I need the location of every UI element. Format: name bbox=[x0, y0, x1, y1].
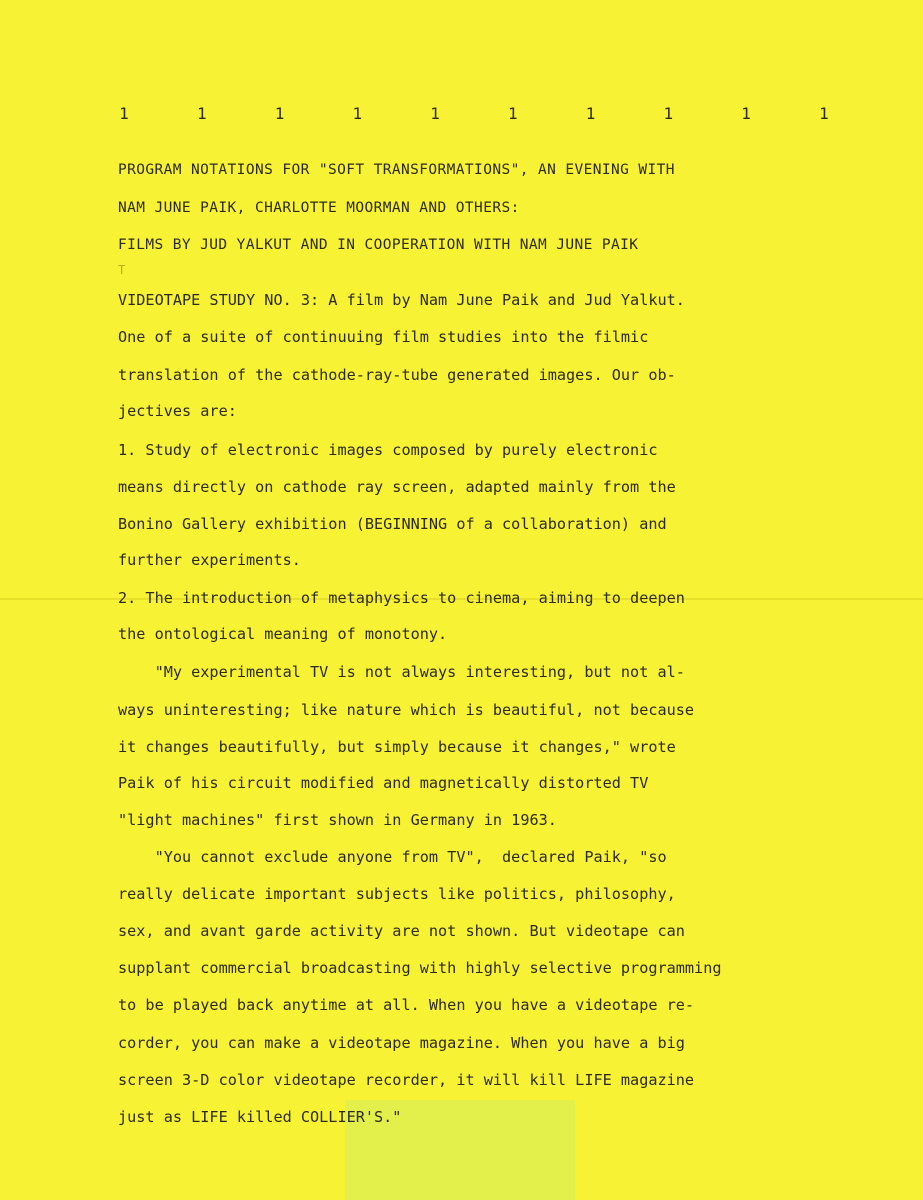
body-line: "My experimental TV is not always interesting, but not al- bbox=[118, 663, 685, 681]
header-number: 1 bbox=[352, 104, 363, 123]
body-line: One of a suite of continuuing film studies into the filmic bbox=[118, 328, 649, 346]
header-number-row bbox=[118, 104, 830, 123]
body-line: jectives are: bbox=[118, 402, 237, 420]
body-line: ways uninteresting; like nature which is beautiful, not because bbox=[118, 701, 695, 719]
body-line: VIDEOTAPE STUDY NO. 3: A film by Nam June Paik and Jud Yalkut. bbox=[118, 291, 685, 309]
body-line: supplant commercial broadcasting with highly selective programming bbox=[118, 959, 722, 977]
header-number: 1 bbox=[663, 104, 674, 123]
header-number: 1 bbox=[119, 104, 129, 123]
body-line: "light machines" first shown in Germany in 1963. bbox=[118, 811, 557, 829]
body-line: means directly on cathode ray screen, adapted mainly from the bbox=[118, 478, 676, 496]
body-line: 1. Study of electronic images composed by purely electronic bbox=[118, 441, 658, 459]
header-number: 1 bbox=[819, 104, 829, 123]
body-line: it changes beautifully, but simply because it changes," wrote bbox=[118, 738, 676, 756]
header-number: 1 bbox=[196, 104, 207, 123]
title-line: NAM JUNE PAIK, CHARLOTTE MOORMAN AND OTHERS: bbox=[118, 200, 520, 216]
header-number: 1 bbox=[585, 104, 596, 123]
body-line: Bonino Gallery exhibition (BEGINNING of a collaboration) and bbox=[118, 515, 667, 533]
body-line: 2. The introduction of metaphysics to cinema, aiming to deepen bbox=[118, 589, 685, 607]
body-line: just as LIFE killed COLLIER'S." bbox=[118, 1108, 402, 1126]
title-line: FILMS BY JUD YALKUT AND IN COOPERATION WITH NAM JUNE PAIK bbox=[118, 237, 639, 253]
header-number: 1 bbox=[274, 104, 285, 123]
header-number: 1 bbox=[508, 104, 518, 123]
body-line: really delicate important subjects like politics, philosophy, bbox=[118, 885, 676, 903]
title-line: PROGRAM NOTATIONS FOR "SOFT TRANSFORMATIONS", AN EVENING WITH bbox=[118, 162, 675, 178]
body-line: Paik of his circuit modified and magnetically distorted TV bbox=[118, 774, 649, 792]
body-line: "You cannot exclude anyone from TV", declared Paik, "so bbox=[118, 848, 667, 866]
margin-mark: T bbox=[118, 263, 126, 277]
header-number: 1 bbox=[430, 104, 440, 123]
body-line: sex, and avant garde activity are not shown. But videotape can bbox=[118, 922, 685, 940]
header-number: 1 bbox=[741, 104, 751, 123]
body-line: to be played back anytime at all. When you have a videotape re- bbox=[118, 996, 695, 1014]
body-line: corder, you can make a videotape magazine. When you have a big bbox=[118, 1034, 685, 1052]
body-line: translation of the cathode-ray-tube generated images. Our ob- bbox=[118, 366, 676, 384]
body-line: screen 3-D color videotape recorder, it will kill LIFE magazine bbox=[118, 1071, 695, 1089]
body-line: the ontological meaning of monotony. bbox=[118, 625, 448, 643]
body-line: further experiments. bbox=[118, 551, 301, 569]
